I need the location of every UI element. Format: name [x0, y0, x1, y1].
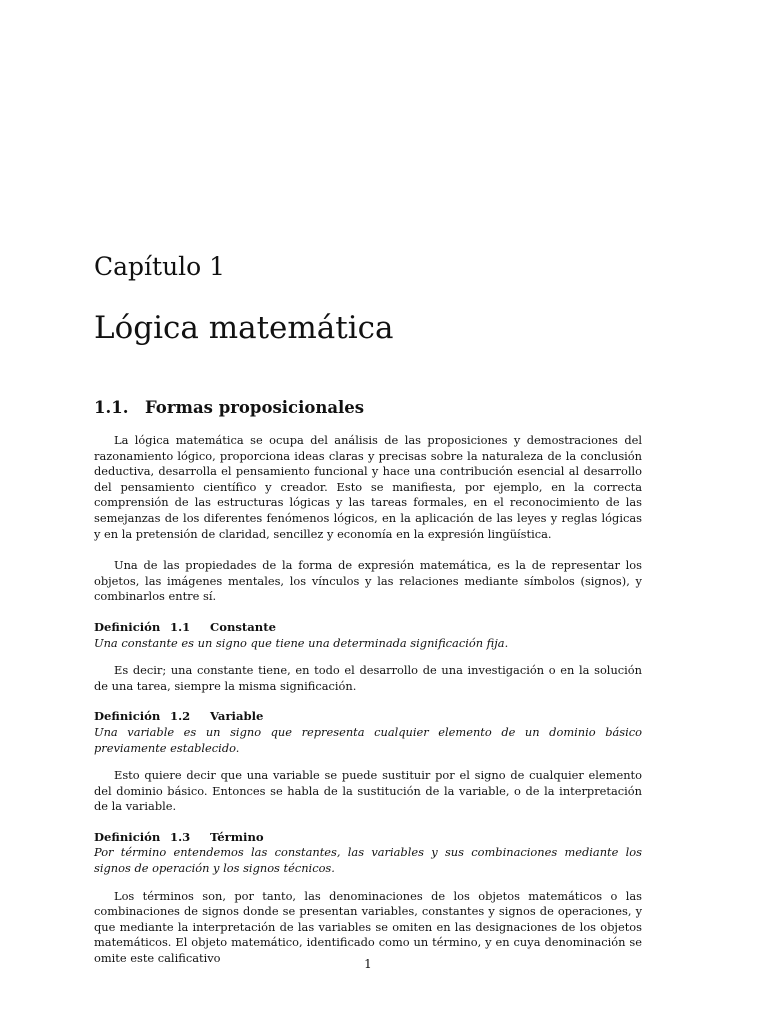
chapter-title: Lógica matemática [94, 310, 394, 346]
definition-word: Definición [94, 829, 161, 844]
paragraph-symbols: Una de las propiedades de la forma de expresión matemática, es la de representar los objetos, las imágenes mentales, los vínculos y las relaciones mediante símbolos (signos), y combinarlos entre sí. [94, 558, 642, 604]
definition-text: Por término entendemos las constantes, las variables y sus combinaciones mediante los signos de operación y los signos técnicos. [94, 845, 642, 876]
section-title: Formas proposicionales [145, 398, 365, 417]
definition-number: 1.3 [170, 829, 191, 844]
definition-number: 1.1 [170, 619, 191, 634]
definition-word: Definición [94, 709, 161, 724]
section-heading [94, 398, 364, 417]
paragraph-variable: Esto quiere decir que una variable se puede sustituir por el signo de cualquier elemento del dominio básico. Entonces se habla de la sustitución de la variable, o de la interpretación de la variable. [94, 768, 642, 814]
definition-heading [94, 709, 642, 725]
definition-name: Constante [210, 619, 276, 634]
definition-constante [94, 620, 642, 651]
definition-text: Una constante es un signo que tiene una determinada significación fija. [94, 635, 509, 650]
definition-heading [94, 830, 642, 846]
definition-termino [94, 830, 642, 877]
paragraph-constante: Es decir; una constante tiene, en todo el desarrollo de una investigación o en la solución de una tarea, siempre la misma significación. [94, 663, 642, 693]
definition-name: Término [210, 829, 264, 844]
paragraph-terminos: Los términos son, por tanto, las denominaciones de los objetos matemáticos o las combinaciones de signos donde se presentan variables, constantes y signos de operaciones, y que mediante la interpretación de las variables se omiten en las designaciones de los objetos matemáticos. El objeto matemático, identificado como un término, y en cuya denominación se omite este calificativo [94, 888, 642, 966]
page-number: 1 [364, 957, 372, 971]
paragraph-intro: La lógica matemática se ocupa del análisis de las proposiciones y demostraciones del razonamiento lógico, proporciona ideas claras y precisas sobre la naturaleza de la conclusión deductiva, desarrolla el pensamiento funcional y hace una contribución esencial al desarrollo del pensamiento científico y creador. Esto se manifiesta, por ejemplo, en la correcta comprensión de las estructuras lógicas y las tareas formales, en el reconocimiento de las semejanzas de los diferentes fenómenos lógicos, en la aplicación de las leyes y reglas lógicas y en la pretensión de claridad, sencillez y economía en la expresión lingüística. [94, 433, 642, 541]
chapter-label: Capítulo 1 [94, 252, 226, 281]
body-text [94, 433, 642, 967]
definition-name: Variable [210, 709, 264, 724]
definition-heading [94, 620, 642, 636]
definition-text: Una variable es un signo que representa cualquier elemento de un dominio básico previamente establecido. [94, 724, 642, 755]
definition-word: Definición [94, 619, 161, 634]
section-number: 1.1. [94, 398, 129, 417]
document-page [94, 0, 642, 1024]
definition-variable [94, 709, 642, 756]
definition-number: 1.2 [170, 709, 191, 724]
